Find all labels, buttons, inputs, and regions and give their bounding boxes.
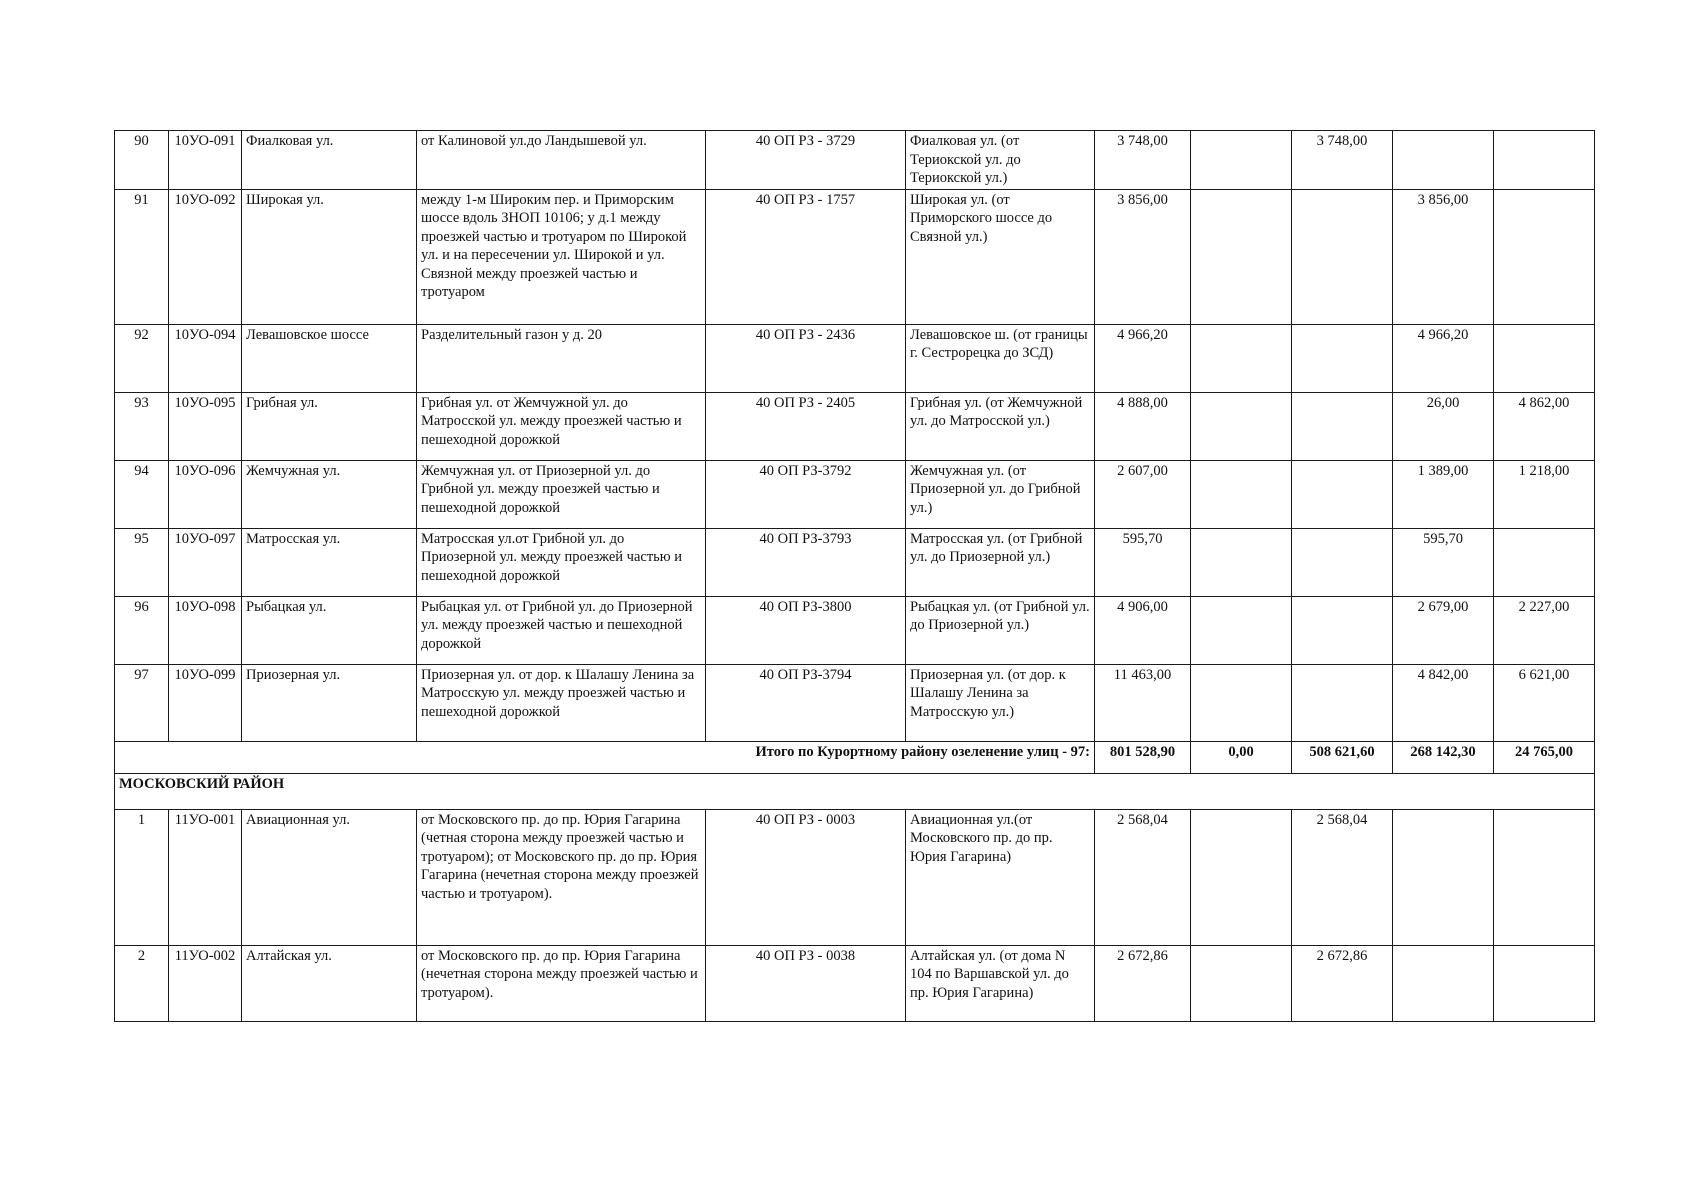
cell-street: Грибная ул. — [242, 392, 417, 460]
cell-code: 10УО-095 — [169, 392, 242, 460]
district-name: МОСКОВСКИЙ РАЙОН — [115, 773, 1595, 809]
cell-total-area: 595,70 — [1095, 528, 1191, 596]
cell-col-4: 26,00 — [1393, 392, 1494, 460]
cell-col-2 — [1191, 945, 1292, 1021]
cell-street: Алтайская ул. — [242, 945, 417, 1021]
cell-col-4: 2 679,00 — [1393, 596, 1494, 664]
cell-road-name: Жемчужная ул. (от Приозерной ул. до Грибной ул.) — [906, 460, 1095, 528]
cell-col-5 — [1494, 324, 1595, 392]
cell-street: Матросская ул. — [242, 528, 417, 596]
cell-reg-number: 40 ОП РЗ - 0038 — [706, 945, 906, 1021]
table-row — [115, 664, 1595, 741]
table-row — [115, 189, 1595, 324]
cell-reg-number: 40 ОП РЗ - 2436 — [706, 324, 906, 392]
cell-col-5 — [1494, 131, 1595, 190]
cell-code: 11УО-001 — [169, 809, 242, 945]
district-header-row — [115, 773, 1595, 809]
cell-col-3 — [1292, 528, 1393, 596]
cell-total-area: 11 463,00 — [1095, 664, 1191, 741]
table-row — [115, 324, 1595, 392]
cell-code: 10УО-099 — [169, 664, 242, 741]
cell-description: Грибная ул. от Жемчужной ул. до Матросской ул. между проезжей частью и пешеходной дорожкой — [417, 392, 706, 460]
cell-col-2 — [1191, 131, 1292, 190]
cell-code: 10УО-096 — [169, 460, 242, 528]
cell-col-2 — [1191, 460, 1292, 528]
cell-col-3 — [1292, 664, 1393, 741]
cell-code: 10УО-092 — [169, 189, 242, 324]
cell-code: 11УО-002 — [169, 945, 242, 1021]
cell-description: от Московского пр. до пр. Юрия Гагарина (четная сторона между проезжей частью и тротуаром); от Московского пр. до пр. Юрия Гагарина (нечетная сторона между проезжей частью и тротуаром). — [417, 809, 706, 945]
cell-street: Рыбацкая ул. — [242, 596, 417, 664]
cell-description: между 1-м Широким пер. и Приморским шоссе вдоль ЗНОП 10106; у д.1 между проезжей частью и тротуаром по Широкой ул. и на пересечении ул. Широкой и ул. Связной между проезжей частью и тротуаром — [417, 189, 706, 324]
cell-road-name: Матросская ул. (от Грибной ул. до Приозерной ул.) — [906, 528, 1095, 596]
table-row — [115, 392, 1595, 460]
cell-col-3 — [1292, 392, 1393, 460]
total-col-5: 24 765,00 — [1494, 741, 1595, 773]
total-col-4: 268 142,30 — [1393, 741, 1494, 773]
cell-col-3 — [1292, 460, 1393, 528]
cell-reg-number: 40 ОП РЗ-3793 — [706, 528, 906, 596]
cell-no: 2 — [115, 945, 169, 1021]
table-row — [115, 528, 1595, 596]
cell-col-4 — [1393, 809, 1494, 945]
cell-no: 93 — [115, 392, 169, 460]
cell-code: 10УО-097 — [169, 528, 242, 596]
cell-col-5: 2 227,00 — [1494, 596, 1595, 664]
cell-description: Приозерная ул. от дор. к Шалашу Ленина за Матросскую ул. между проезжей частью и пешеходной дорожкой — [417, 664, 706, 741]
cell-col-2 — [1191, 664, 1292, 741]
table-row — [115, 460, 1595, 528]
cell-code: 10УО-098 — [169, 596, 242, 664]
total-sum: 801 528,90 — [1095, 741, 1191, 773]
cell-col-3: 2 568,04 — [1292, 809, 1393, 945]
cell-col-4: 4 966,20 — [1393, 324, 1494, 392]
cell-col-4 — [1393, 945, 1494, 1021]
table-body-kurortny — [115, 131, 1595, 742]
cell-no: 90 — [115, 131, 169, 190]
cell-total-area: 2 672,86 — [1095, 945, 1191, 1021]
cell-no: 92 — [115, 324, 169, 392]
cell-description: Матросская ул.от Грибной ул. до Приозерной ул. между проезжей частью и пешеходной дорожкой — [417, 528, 706, 596]
cell-col-4: 3 856,00 — [1393, 189, 1494, 324]
cell-col-3 — [1292, 324, 1393, 392]
cell-road-name: Широкая ул. (от Приморского шоссе до Связной ул.) — [906, 189, 1095, 324]
cell-col-4: 595,70 — [1393, 528, 1494, 596]
cell-reg-number: 40 ОП РЗ - 1757 — [706, 189, 906, 324]
cell-total-area: 4 888,00 — [1095, 392, 1191, 460]
cell-col-2 — [1191, 189, 1292, 324]
cell-col-2 — [1191, 324, 1292, 392]
cell-reg-number: 40 ОП РЗ - 3729 — [706, 131, 906, 190]
cell-street: Левашовское шоссе — [242, 324, 417, 392]
total-col-3: 508 621,60 — [1292, 741, 1393, 773]
cell-street: Приозерная ул. — [242, 664, 417, 741]
cell-total-area: 3 856,00 — [1095, 189, 1191, 324]
cell-col-5 — [1494, 945, 1595, 1021]
cell-no: 94 — [115, 460, 169, 528]
cell-reg-number: 40 ОП РЗ-3800 — [706, 596, 906, 664]
cell-road-name: Авиационная ул.(от Московского пр. до пр. Юрия Гагарина) — [906, 809, 1095, 945]
table-row — [115, 596, 1595, 664]
greening-table — [114, 130, 1595, 1022]
cell-col-3 — [1292, 596, 1393, 664]
total-col-2: 0,00 — [1191, 741, 1292, 773]
cell-total-area: 2 568,04 — [1095, 809, 1191, 945]
cell-street: Жемчужная ул. — [242, 460, 417, 528]
table-body-moskovsky — [115, 809, 1595, 1021]
cell-road-name: Грибная ул. (от Жемчужной ул. до Матросской ул.) — [906, 392, 1095, 460]
cell-description: Жемчужная ул. от Приозерной ул. до Грибной ул. между проезжей частью и пешеходной дорожкой — [417, 460, 706, 528]
cell-road-name: Рыбацкая ул. (от Грибной ул. до Приозерной ул.) — [906, 596, 1095, 664]
cell-total-area: 3 748,00 — [1095, 131, 1191, 190]
cell-col-5 — [1494, 528, 1595, 596]
cell-col-5: 1 218,00 — [1494, 460, 1595, 528]
cell-road-name: Алтайская ул. (от дома N 104 по Варшавской ул. до пр. Юрия Гагарина) — [906, 945, 1095, 1021]
cell-no: 91 — [115, 189, 169, 324]
table-body-total — [115, 741, 1595, 809]
cell-col-3 — [1292, 189, 1393, 324]
cell-street: Широкая ул. — [242, 189, 417, 324]
cell-col-4 — [1393, 131, 1494, 190]
cell-road-name: Левашовское ш. (от границы г. Сестрорецка до ЗСД) — [906, 324, 1095, 392]
cell-col-5 — [1494, 809, 1595, 945]
cell-code: 10УО-091 — [169, 131, 242, 190]
cell-total-area: 4 966,20 — [1095, 324, 1191, 392]
total-label: Итого по Курортному району озеленение улиц - 97: — [115, 741, 1095, 773]
cell-no: 95 — [115, 528, 169, 596]
table-row — [115, 945, 1595, 1021]
cell-col-4: 4 842,00 — [1393, 664, 1494, 741]
cell-col-4: 1 389,00 — [1393, 460, 1494, 528]
cell-street: Фиалковая ул. — [242, 131, 417, 190]
cell-description: Разделительный газон у д. 20 — [417, 324, 706, 392]
cell-col-2 — [1191, 528, 1292, 596]
cell-road-name: Приозерная ул. (от дор. к Шалашу Ленина за Матросскую ул.) — [906, 664, 1095, 741]
cell-col-3: 3 748,00 — [1292, 131, 1393, 190]
total-row — [115, 741, 1595, 773]
cell-no: 96 — [115, 596, 169, 664]
cell-reg-number: 40 ОП РЗ - 2405 — [706, 392, 906, 460]
cell-no: 97 — [115, 664, 169, 741]
cell-total-area: 2 607,00 — [1095, 460, 1191, 528]
cell-description: от Московского пр. до пр. Юрия Гагарина (нечетная сторона между проезжей частью и тротуаром). — [417, 945, 706, 1021]
cell-code: 10УО-094 — [169, 324, 242, 392]
cell-road-name: Фиалковая ул. (от Териокской ул. до Териокской ул.) — [906, 131, 1095, 190]
cell-description: Рыбацкая ул. от Грибной ул. до Приозерной ул. между проезжей частью и пешеходной дорожкой — [417, 596, 706, 664]
cell-reg-number: 40 ОП РЗ-3794 — [706, 664, 906, 741]
cell-col-5: 6 621,00 — [1494, 664, 1595, 741]
cell-col-2 — [1191, 392, 1292, 460]
cell-col-2 — [1191, 596, 1292, 664]
cell-street: Авиационная ул. — [242, 809, 417, 945]
table-row — [115, 809, 1595, 945]
cell-col-3: 2 672,86 — [1292, 945, 1393, 1021]
cell-col-2 — [1191, 809, 1292, 945]
cell-total-area: 4 906,00 — [1095, 596, 1191, 664]
cell-reg-number: 40 ОП РЗ - 0003 — [706, 809, 906, 945]
cell-no: 1 — [115, 809, 169, 945]
cell-col-5 — [1494, 189, 1595, 324]
table-row — [115, 131, 1595, 190]
cell-reg-number: 40 ОП РЗ-3792 — [706, 460, 906, 528]
cell-description: от Калиновой ул.до Ландышевой ул. — [417, 131, 706, 190]
cell-col-5: 4 862,00 — [1494, 392, 1595, 460]
